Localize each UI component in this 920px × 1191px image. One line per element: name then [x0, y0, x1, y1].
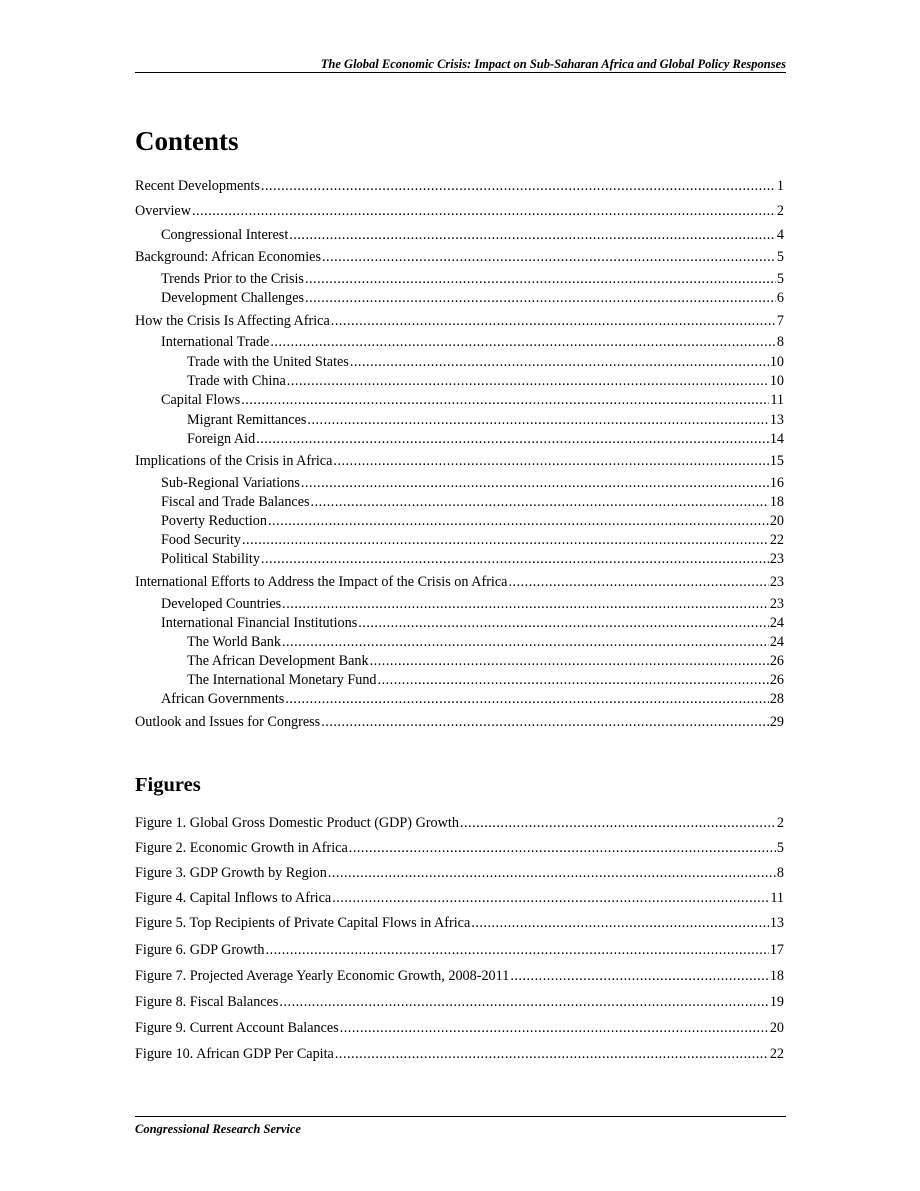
toc-entry-page: 11	[770, 392, 784, 408]
toc-entry-page: 23	[769, 574, 784, 590]
toc-dot-leader	[510, 967, 769, 986]
toc-entry-title: Trade with China	[187, 373, 286, 389]
toc-entry[interactable]	[187, 652, 784, 671]
toc-entry[interactable]	[187, 353, 784, 372]
toc-dot-leader	[340, 1019, 769, 1038]
toc-entry-page: 18	[769, 968, 784, 984]
toc-dot-leader	[311, 493, 769, 512]
toc-entry-title: Outlook and Issues for Congress	[135, 714, 321, 730]
toc-dot-leader	[305, 270, 776, 289]
toc-entry-title: Background: African Economies	[135, 249, 321, 265]
toc-entry-page: 15	[769, 453, 784, 469]
toc-entry-page: 28	[769, 691, 784, 707]
toc-entry[interactable]	[135, 312, 784, 331]
toc-entry-page: 17	[769, 942, 784, 958]
toc-entry-page: 1	[776, 178, 784, 194]
toc-entry-title: Figure 4. Capital Inflows to Africa	[135, 890, 332, 906]
toc-entry-title: Migrant Remittances	[187, 412, 307, 428]
toc-entry-title: Figure 1. Global Gross Domestic Product (GDP) Growth	[135, 815, 459, 831]
toc-entry-title: Developed Countries	[161, 596, 282, 612]
toc-dot-leader	[321, 713, 769, 732]
toc-entry-title: Poverty Reduction	[161, 513, 267, 529]
toc-entry-page: 13	[769, 915, 784, 931]
toc-entry[interactable]	[135, 941, 784, 960]
toc-dot-leader	[322, 248, 776, 267]
toc-entry[interactable]	[187, 430, 784, 449]
toc-entry-page: 10	[769, 354, 784, 370]
toc-dot-leader	[301, 474, 769, 493]
toc-dot-leader	[241, 391, 769, 410]
toc-entry[interactable]	[161, 531, 784, 550]
toc-entry[interactable]	[135, 993, 784, 1012]
toc-dot-leader	[270, 333, 776, 352]
toc-entry-title: Fiscal and Trade Balances	[161, 494, 310, 510]
toc-entry-title: International Financial Institutions	[161, 615, 358, 631]
toc-dot-leader	[287, 372, 769, 391]
toc-dot-leader	[279, 993, 768, 1012]
toc-entry-title: Congressional Interest	[161, 227, 289, 243]
toc-dot-leader	[307, 411, 768, 430]
header-rule	[135, 72, 786, 73]
toc-dot-leader	[305, 289, 776, 308]
toc-entry[interactable]	[135, 1019, 784, 1038]
toc-dot-leader	[266, 941, 769, 960]
toc-entry[interactable]	[135, 177, 784, 196]
toc-entry[interactable]	[161, 493, 784, 512]
toc-entry-page: 6	[776, 290, 784, 306]
toc-entry[interactable]	[187, 372, 784, 391]
toc-entry[interactable]	[161, 512, 784, 531]
toc-entry-page: 11	[770, 890, 784, 906]
running-footer: Congressional Research Service	[135, 1122, 301, 1136]
toc-entry[interactable]	[135, 889, 784, 908]
toc-entry[interactable]	[135, 713, 784, 732]
toc-entry-page: 10	[769, 373, 784, 389]
toc-entry-page: 26	[769, 653, 784, 669]
toc-entry[interactable]	[135, 452, 784, 471]
toc-entry-title: The African Development Bank	[187, 653, 369, 669]
toc-dot-leader	[508, 573, 768, 592]
toc-entry[interactable]	[135, 864, 784, 883]
toc-dot-leader	[192, 202, 776, 221]
toc-entry[interactable]	[161, 333, 784, 352]
toc-entry-page: 19	[769, 994, 784, 1010]
toc-entry-page: 7	[776, 313, 784, 329]
toc-entry-page: 5	[776, 271, 784, 287]
toc-dot-leader	[333, 452, 768, 471]
toc-entry-page: 24	[769, 634, 784, 650]
toc-entry-title: Foreign Aid	[187, 431, 256, 447]
toc-entry-page: 23	[769, 596, 784, 612]
toc-entry-title: Development Challenges	[161, 290, 305, 306]
toc-entry-page: 24	[769, 615, 784, 631]
toc-entry-title: Trends Prior to the Crisis	[161, 271, 304, 287]
toc-entry-page: 23	[769, 551, 784, 567]
toc-entry[interactable]	[161, 391, 784, 410]
toc-entry-title: Trade with the United States	[187, 354, 349, 370]
toc-entry-title: Figure 6. GDP Growth	[135, 942, 265, 958]
toc-dot-leader	[261, 177, 776, 196]
toc-entry-title: Recent Developments	[135, 178, 260, 194]
toc-entry-title: Political Stability	[161, 551, 260, 567]
running-header: The Global Economic Crisis: Impact on Sub-Saharan Africa and Global Policy Responses	[320, 57, 786, 71]
toc-entry-page: 8	[776, 334, 784, 350]
toc-entry-title: Implications of the Crisis in Africa	[135, 453, 333, 469]
toc-entry-title: African Governments	[161, 691, 285, 707]
toc-entry-title: International Trade	[161, 334, 270, 350]
toc-entry[interactable]	[161, 690, 784, 709]
toc-entry[interactable]	[161, 595, 784, 614]
toc-entry[interactable]	[187, 633, 784, 652]
toc-entry-page: 5	[776, 249, 784, 265]
toc-entry[interactable]	[161, 289, 784, 308]
toc-dot-leader	[282, 595, 769, 614]
toc-dot-leader	[332, 889, 769, 908]
toc-entry-title: Figure 8. Fiscal Balances	[135, 994, 279, 1010]
toc-entry[interactable]	[135, 573, 784, 592]
toc-dot-leader	[331, 312, 776, 331]
toc-entry-title: Food Security	[161, 532, 241, 548]
toc-entry-title: Capital Flows	[161, 392, 241, 408]
toc-dot-leader	[378, 671, 769, 690]
toc-entry[interactable]	[161, 474, 784, 493]
toc-dot-leader	[370, 652, 769, 671]
toc-entry[interactable]	[135, 967, 784, 986]
toc-entry-page: 20	[769, 513, 784, 529]
toc-entry-title: International Efforts to Address the Impact of the Crisis on Africa	[135, 574, 508, 590]
toc-dot-leader	[358, 614, 769, 633]
toc-dot-leader	[285, 690, 769, 709]
toc-entry-title: Figure 5. Top Recipients of Private Capital Flows in Africa	[135, 915, 471, 931]
toc-entry-title: The International Monetary Fund	[187, 672, 377, 688]
toc-entry[interactable]	[187, 411, 784, 430]
toc-dot-leader	[471, 914, 769, 933]
toc-entry-title: How the Crisis Is Affecting Africa	[135, 313, 330, 329]
toc-dot-leader	[268, 512, 769, 531]
toc-entry[interactable]	[135, 1045, 784, 1064]
toc-entry[interactable]	[135, 248, 784, 267]
toc-dot-leader	[349, 839, 776, 858]
toc-entry-title: Figure 10. African GDP Per Capita	[135, 1046, 334, 1062]
toc-entry[interactable]	[161, 550, 784, 569]
toc-entry[interactable]	[135, 814, 784, 833]
toc-entry-page: 14	[769, 431, 784, 447]
toc-entry-page: 20	[769, 1020, 784, 1036]
toc-entry-page: 16	[769, 475, 784, 491]
toc-entry-page: 5	[776, 840, 784, 856]
contents-heading: Contents	[135, 126, 239, 156]
toc-dot-leader	[350, 353, 769, 372]
toc-entry[interactable]	[135, 839, 784, 858]
toc-entry[interactable]	[161, 270, 784, 289]
toc-entry[interactable]	[187, 671, 784, 690]
toc-entry-page: 22	[769, 1046, 784, 1062]
toc-entry-page: 8	[776, 865, 784, 881]
toc-entry-page: 2	[776, 203, 784, 219]
toc-dot-leader	[460, 814, 776, 833]
toc-entry[interactable]	[161, 614, 784, 633]
toc-entry-page: 13	[769, 412, 784, 428]
figures-heading: Figures	[135, 774, 201, 796]
toc-dot-leader	[328, 864, 776, 883]
toc-entry-page: 2	[776, 815, 784, 831]
toc-entry-title: Sub-Regional Variations	[161, 475, 300, 491]
toc-entry-title: Figure 2. Economic Growth in Africa	[135, 840, 348, 856]
toc-entry[interactable]	[161, 226, 784, 245]
toc-entry-title: The World Bank	[187, 634, 281, 650]
toc-entry-title: Figure 3. GDP Growth by Region	[135, 865, 327, 881]
toc-entry-page: 22	[769, 532, 784, 548]
toc-entry-page: 18	[769, 494, 784, 510]
toc-dot-leader	[261, 550, 769, 569]
toc-entry-page: 29	[769, 714, 784, 730]
toc-dot-leader	[282, 633, 769, 652]
toc-entry[interactable]	[135, 914, 784, 933]
toc-entry-title: Figure 9. Current Account Balances	[135, 1020, 339, 1036]
footer-rule	[135, 1116, 786, 1117]
toc-entry-page: 26	[769, 672, 784, 688]
toc-entry[interactable]	[135, 202, 784, 221]
toc-dot-leader	[335, 1045, 769, 1064]
toc-entry-page: 4	[776, 227, 784, 243]
toc-dot-leader	[256, 430, 769, 449]
toc-entry-title: Figure 7. Projected Average Yearly Economic Growth, 2008-2011	[135, 968, 510, 984]
toc-entry-title: Overview	[135, 203, 191, 219]
toc-dot-leader	[242, 531, 769, 550]
toc-dot-leader	[289, 226, 776, 245]
